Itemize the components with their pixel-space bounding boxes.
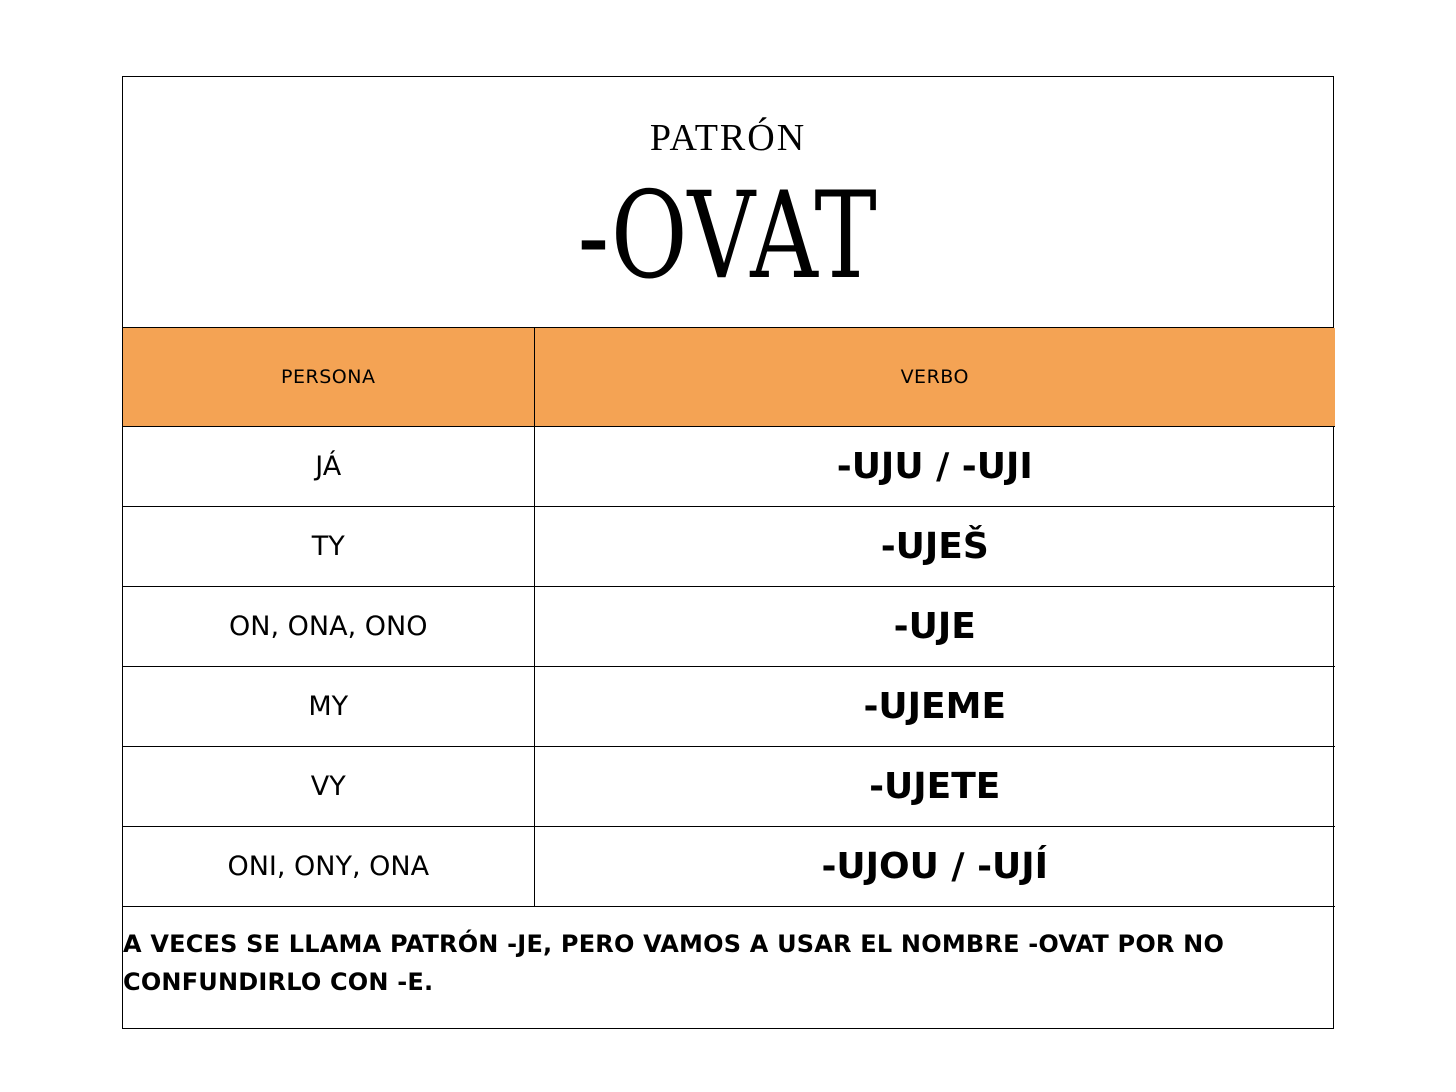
table-row (123, 827, 1335, 907)
persona-cell: VY (123, 747, 534, 827)
footnote-line: A VECES SE LLAMA PATRÓN -JE, PERO VAMOS A USAR EL NOMBRE -OVAT POR NO (123, 930, 1225, 958)
footnote (123, 925, 1273, 1001)
pattern-title: -OVAT (577, 167, 879, 306)
verbo-cell: -UJETE (534, 747, 1335, 827)
persona-cell: MY (123, 667, 534, 747)
persona-cell: ONI, ONY, ONA (123, 827, 534, 907)
verbo-cell: -UJU / -UJI (534, 427, 1335, 507)
pattern-subtitle: PATRÓN (649, 117, 807, 159)
column-header-persona: PERSONA (123, 328, 534, 427)
verbo-cell: -UJEME (534, 667, 1335, 747)
column-header-verbo: VERBO (534, 328, 1335, 427)
conjugation-table (123, 328, 1335, 907)
table-row (123, 427, 1335, 507)
persona-cell: JÁ (123, 427, 534, 507)
persona-cell: ON, ONA, ONO (123, 587, 534, 667)
conjugation-card (122, 76, 1334, 1029)
table-row (123, 747, 1335, 827)
table-row (123, 507, 1335, 587)
verbo-cell: -UJOU / -UJÍ (534, 827, 1335, 907)
footnote-line: CONFUNDIRLO CON -E. (123, 968, 434, 996)
table-header-row (123, 328, 1335, 427)
table-row (123, 587, 1335, 667)
table-row (123, 667, 1335, 747)
title-block (123, 77, 1333, 328)
verbo-cell: -UJE (534, 587, 1335, 667)
verbo-cell: -UJEŠ (534, 507, 1335, 587)
persona-cell: TY (123, 507, 534, 587)
